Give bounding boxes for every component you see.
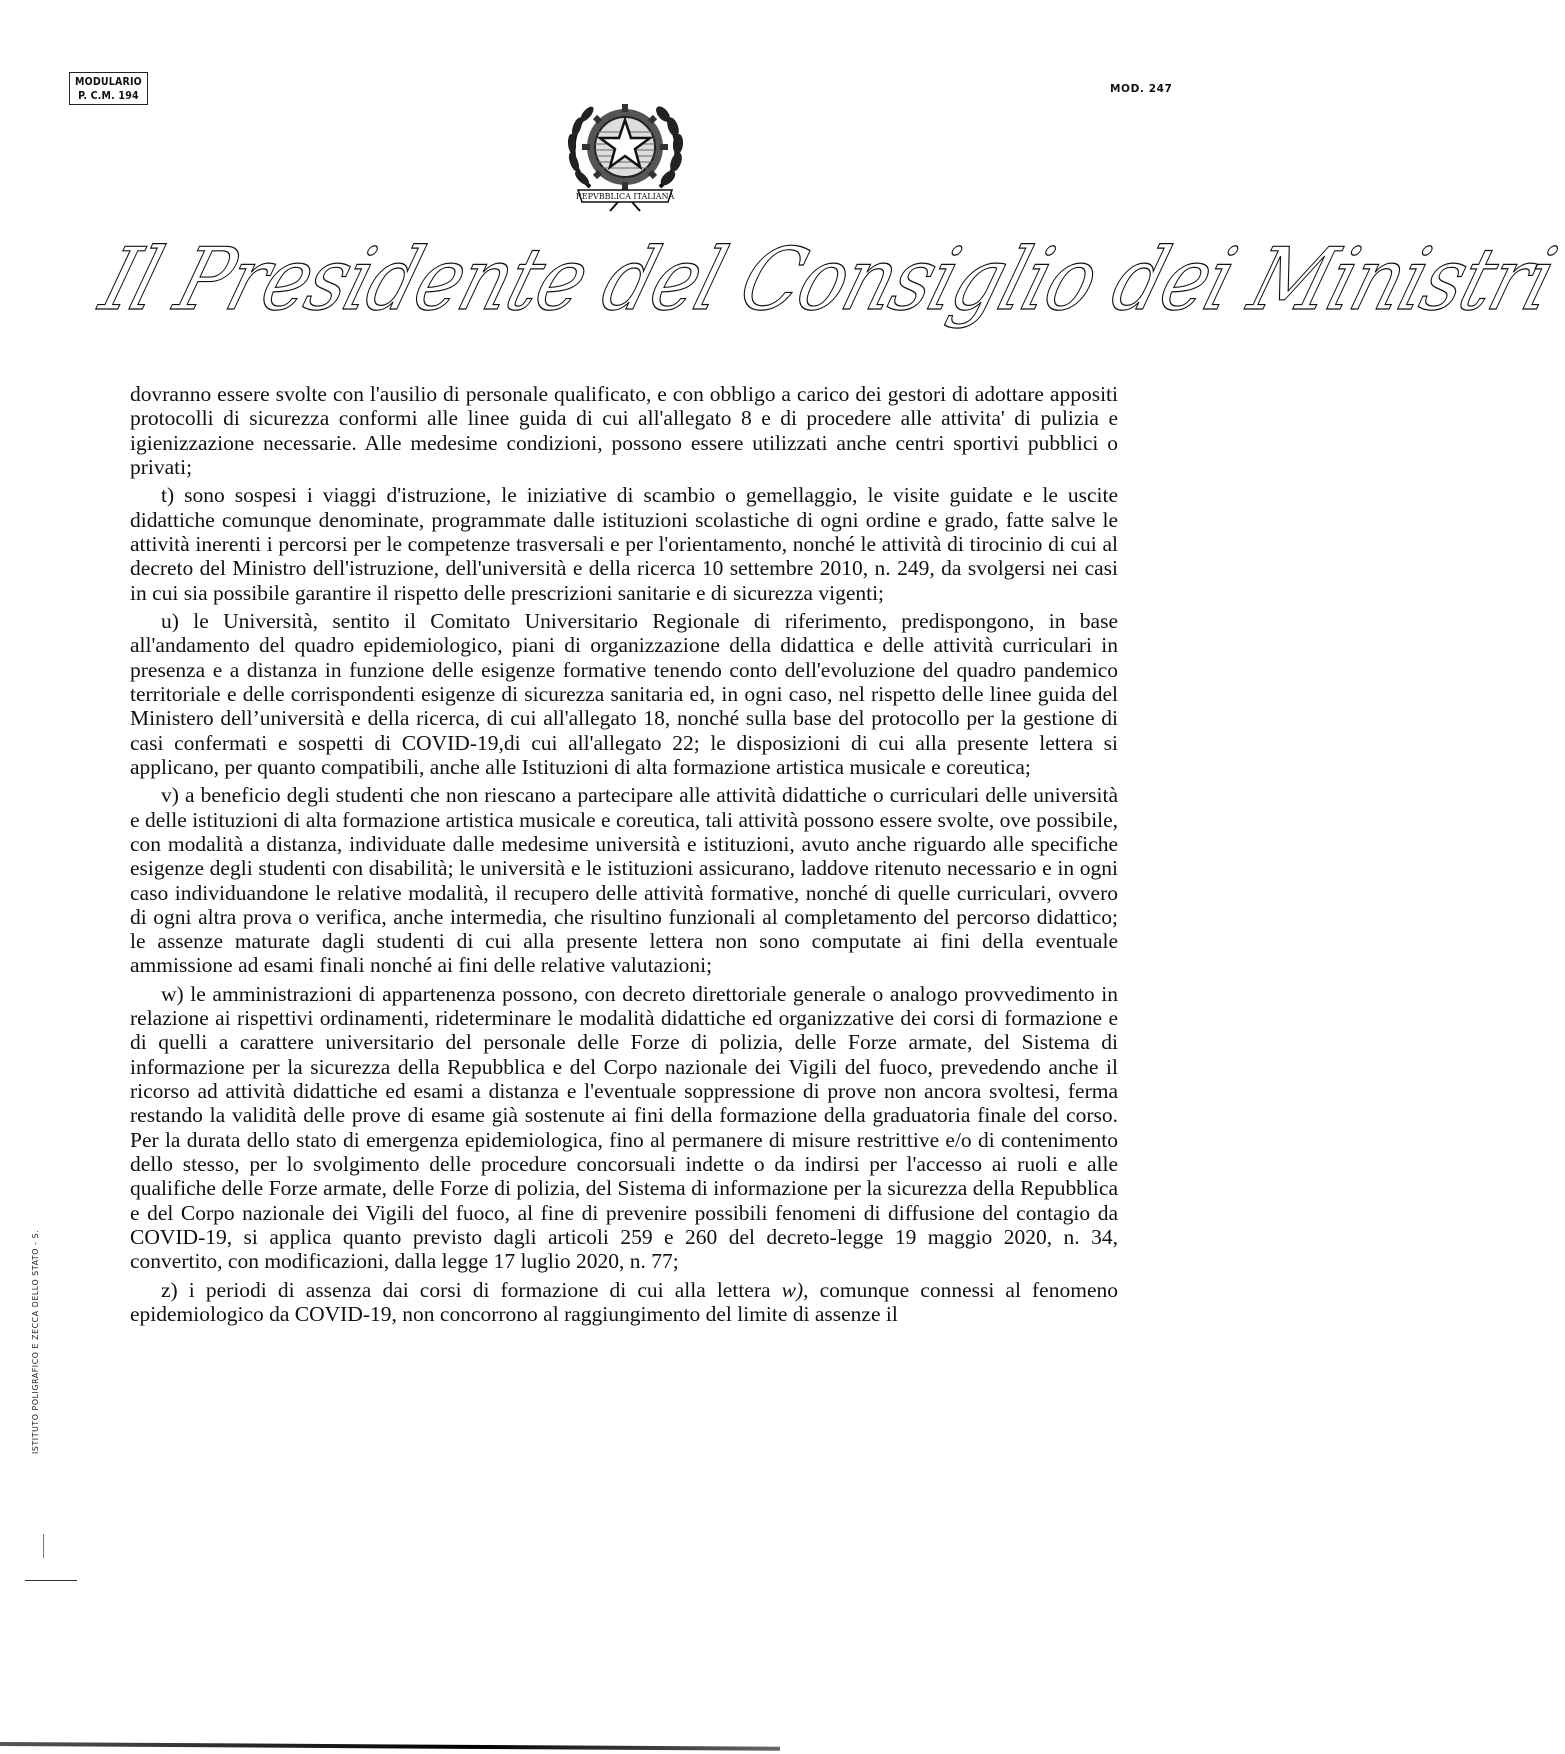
paragraph-z-after: , comunque connessi al fenomeno epidemiologico da COVID-19, non concorrono al raggiungimento del limite di assenze il bbox=[130, 1277, 1118, 1326]
margin-tick-mark bbox=[43, 1534, 44, 1558]
letterhead-title-text: Il Presidente del Consiglio dei Ministri bbox=[90, 230, 1565, 330]
italian-republic-emblem-icon bbox=[560, 92, 690, 212]
paragraph-w: w) le amministrazioni di appartenenza possono, con decreto direttoriale generale o analogo provvedimento in relazione ai rispettivi ordinamenti, rideterminare le modalità didattiche ed organizzative dei corsi di formazione e di quelli a carattere universitario del personale delle Forze di polizia, delle Forze armate, del Sistema di informazione per la sicurezza della Repubblica e del Corpo nazionale dei Vigili del fuoco, prevedendo anche il ricorso ad attività didattiche ed esami a distanza e l'eventuale soppressione di prove non ancora svoltesi, ferma restando la validità delle prove di esame già sostenute ai fini della formazione della graduatoria finale del corso. Per la durata dello stato di emergenza epidemiologica, fino al permanere di misure restrittive e/o di contenimento dello stesso, per lo svolgimento delle procedure concorsuali indette o da indirsi per l'accesso ai ruoli e alle qualifiche delle Forze armate, delle Forze di polizia, del Sistema di informazione per la sicurezza della Repubblica e del Corpo nazionale dei Vigili del fuoco, al fine di prevenire possibili fenomeni di diffusione del contagio da COVID-19, si applica quanto previsto dagli articoli 259 e 260 del decreto-legge 19 maggio 2020, n. 34, convertito, con modificazioni, dalla legge 17 luglio 2020, n. 77; bbox=[130, 981, 1118, 1274]
side-margin-printer-text: ISTITUTO POLIGRAFICO E ZECCA DELLO STATO - S. bbox=[31, 1229, 40, 1454]
paragraph-v: v) a beneficio degli studenti che non riescano a partecipare alle attività didattiche o curriculari delle università e delle istituzioni di alta formazione artistica musicale e coreutica, tali attività possono essere svolte, ove possibile, con modalità a distanza, individuate dalle medesime università e istituzioni, avuto anche riguardo alle specifiche esigenze degli studenti con disabilità; le università e le istituzioni assicurano, laddove ritenuto necessario e in ogni caso individuandone le relative modalità, il recupero delle attività formative, nonché di quelle curriculari, ovvero di ogni altra prova o verifica, anche intermedia, che risultino funzionali al completamento del percorso didattico; le assenze maturate dagli studenti di cui alla presente lettera non sono computate ai fini della eventuale ammissione ad esami finali nonché ai fini delle relative valutazioni; bbox=[130, 783, 1118, 978]
paragraph-continuation: dovranno essere svolte con l'ausilio di personale qualificato, e con obbligo a carico dei gestori di adottare appositi protocolli di sicurezza conformi alle linee guida di cui all'allegato 8 e di procedere alle attivita' di pulizia e igienizzazione necessarie. Alle medesime condizioni, possono essere utilizzati anche centri sportivi pubblici o privati; bbox=[130, 382, 1118, 479]
paragraph-u: u) le Università, sentito il Comitato Universitario Regionale di riferimento, predispongono, in base all'andamento del quadro epidemiologico, piani di organizzazione della didattica e delle attività curriculari in presenza e a distanza in funzione delle esigenze formative tenendo conto dell'evoluzione del quadro pandemico territoriale e delle corrispondenti esigenze di sicurezza sanitaria ed, in ogni caso, nel rispetto delle linee guida del Ministero dell’università e della ricerca, di cui all'allegato 18, nonché sulla base del protocollo per la gestione di casi confermati e sospetti di COVID-19,di cui all'allegato 22; le disposizioni di cui alla presente lettera si applicano, per quanto compatibili, anche alle Istituzioni di alta formazione artistica musicale e coreutica; bbox=[130, 609, 1118, 779]
paragraph-z-italic: w) bbox=[781, 1277, 804, 1302]
document-body bbox=[130, 382, 1118, 1330]
mod-code: MOD. 247 bbox=[1110, 83, 1173, 95]
modulario-line2: P. C.M. 194 bbox=[78, 90, 139, 102]
modulario-box bbox=[69, 72, 148, 105]
letterhead-title bbox=[50, 212, 1565, 352]
modulario-line1: MODULARIO bbox=[75, 76, 142, 88]
emblem-ribbon-text: REPVBBLICA ITALIANA bbox=[575, 192, 675, 201]
paragraph-t: t) sono sospesi i viaggi d'istruzione, le iniziative di scambio o gemellaggio, le visite guidate e le uscite didattiche comunque denominate, programmate dalle istituzioni scolastiche di ogni ordine e grado, fatte salve le attività inerenti i percorsi per le competenze trasversali e per l'orientamento, nonché le attività di tirocinio di cui al decreto del Ministro dell'istruzione, dell'università e della ricerca 10 settembre 2010, n. 249, da svolgersi nei casi in cui sia possibile garantire il rispetto delle prescrizioni sanitarie e di sicurezza vigenti; bbox=[130, 483, 1118, 605]
paragraph-z bbox=[130, 1278, 1118, 1327]
margin-fold-mark bbox=[25, 1580, 77, 1581]
paragraph-z-before: z) i periodi di assenza dai corsi di formazione di cui alla lettera bbox=[161, 1277, 782, 1302]
bottom-scan-edge bbox=[0, 1742, 780, 1751]
